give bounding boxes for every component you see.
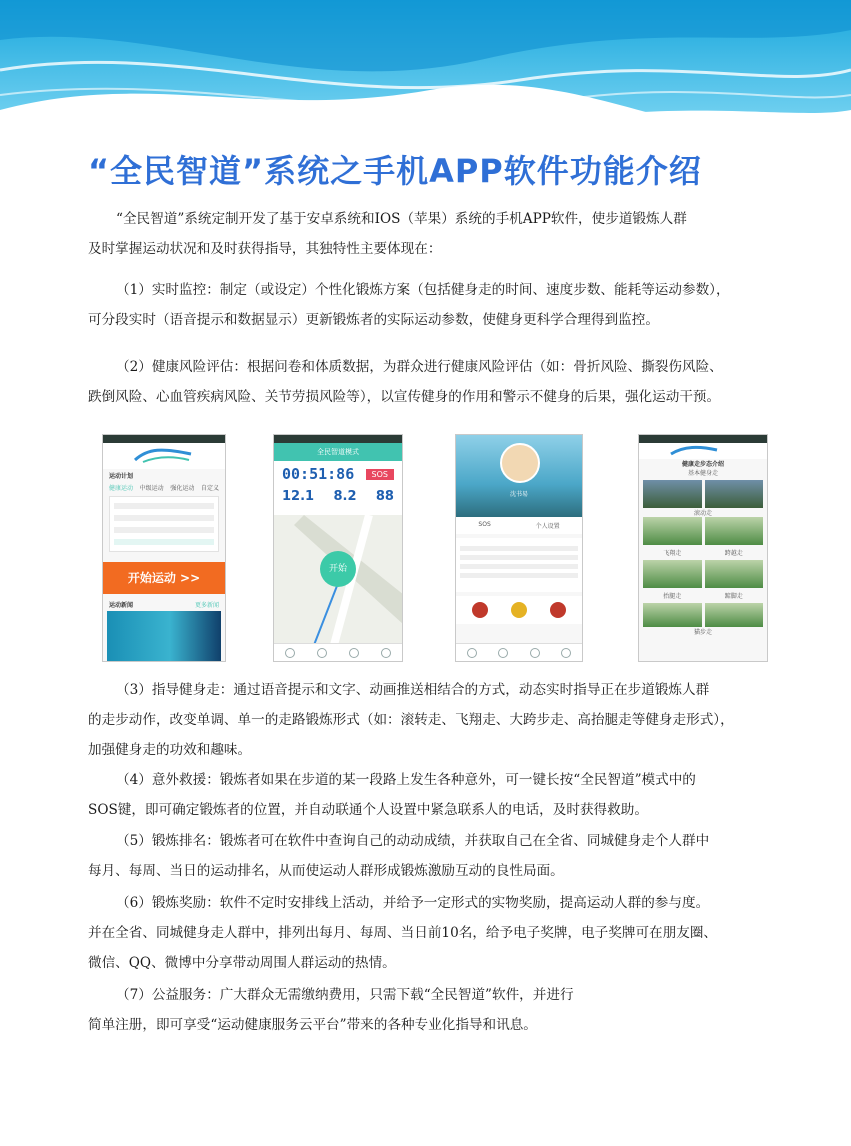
gait-image[interactable] — [643, 480, 702, 508]
feature-line: 的走步动作，改变单调、单一的走路锻炼形式（如：滚转走、飞翔走、大跨步走、高抬腿走等健身走形式）， — [88, 712, 734, 728]
feature-line: 加强健身走的功效和趣味。 — [88, 742, 252, 758]
feature-public-service — [88, 980, 776, 1040]
gait-image[interactable] — [643, 517, 702, 545]
tab-bar — [274, 643, 402, 661]
gait-caption: 猫步走 — [693, 629, 712, 636]
gait-caption: 跨越走 — [724, 550, 743, 557]
tracking-title: 全民智道模式 — [274, 443, 402, 461]
profile-name: 沈书易 — [509, 491, 528, 498]
feature-realtime-monitoring — [88, 275, 776, 335]
plan-tab-custom[interactable]: 自定义 — [200, 485, 219, 492]
stat-value: 8.2 — [333, 489, 357, 504]
feature-line: （4）意外救援：锻炼者如果在步道的某一段路上发生各种意外，可一键长按“全民智道”模式中的 — [116, 772, 696, 788]
feature-walking-guidance — [88, 675, 776, 765]
app-logo-icon — [669, 444, 719, 458]
start-exercise-button[interactable]: 开始运动 >> — [103, 562, 225, 594]
profile-header — [456, 435, 582, 517]
feature-line: （2）健康风险评估：根据问卷和体质数据，为群众进行健康风险评估（如：骨折风险、撕裂伤风险、 — [116, 359, 723, 375]
medal-icon — [550, 602, 566, 618]
feature-ranking — [88, 826, 776, 886]
guide-title: 健康走步态介绍 — [681, 461, 724, 468]
gait-image[interactable] — [705, 560, 764, 588]
sos-button[interactable]: SOS — [366, 469, 394, 480]
feature-line: （6）锻炼奖励：软件不定时安排线上活动，并给予一定形式的实物奖励，提高运动人群的参与度。 — [116, 895, 710, 911]
intro-paragraph — [88, 204, 776, 264]
wave-banner — [0, 0, 851, 170]
medal-icon — [511, 602, 527, 618]
more-news-link[interactable]: 更多新闻 — [194, 602, 219, 609]
feature-line: 跌倒风险、心血管疾病风险、关节劳损风险等），以宣传健身的作用和警示不健身的后果，强化运动干预。 — [88, 389, 721, 405]
stat-value: 12.1 — [282, 489, 315, 504]
feature-health-risk — [88, 352, 776, 412]
app-logo-icon — [133, 446, 193, 466]
personal-settings[interactable]: 个人设置 — [535, 523, 560, 530]
feature-line: 并在全省、同城健身走人群中，排列出每月、每周、当日前10名，给予电子奖牌，电子奖牌可在朋友圈、 — [88, 925, 718, 941]
app-screenshot-profile — [455, 434, 583, 662]
plan-tab-healthy[interactable]: 健康运动 — [109, 485, 134, 492]
gait-caption: 飞翔走 — [663, 550, 682, 557]
gait-image[interactable] — [705, 517, 764, 545]
intro-line: “全民智道”系统定制开发了基于安卓系统和IOS（苹果）系统的手机APP软件，使步道锻炼人群 — [116, 211, 687, 227]
tab-bar — [456, 643, 582, 661]
plan-tab-medium[interactable]: 中级运动 — [139, 485, 164, 492]
feature-line: （5）锻炼排名：锻炼者可在软件中查询自己的动动成绩，并获取自己在全省、同城健身走个人群中 — [116, 833, 710, 849]
feature-line: （1）实时监控：制定（或设定）个性化锻炼方案（包括健身走的时间、速度步数、能耗等运动参数）， — [116, 282, 730, 298]
feature-line: SOS键，即可确定锻炼者的位置，并自动联通个人设置中紧急联系人的电话，及时获得救助。 — [88, 802, 648, 818]
plan-section-label: 运动计划 — [109, 473, 134, 480]
news-image — [107, 611, 221, 661]
gait-image[interactable] — [705, 603, 764, 627]
avatar — [500, 443, 540, 483]
feature-line: （3）指导健身走：通过语音提示和文字、动画推送相结合的方式，动态实时指导正在步道锻炼人群 — [116, 682, 710, 698]
app-screenshot-walking-guide — [638, 434, 768, 662]
map-view[interactable] — [274, 515, 402, 643]
stat-value: 88 — [375, 489, 394, 504]
medal-icon — [472, 602, 488, 618]
feature-emergency-rescue — [88, 765, 776, 825]
start-button[interactable]: 开始 — [320, 551, 356, 587]
gait-image[interactable] — [643, 603, 702, 627]
feature-rewards — [88, 888, 776, 978]
feature-line: （7）公益服务：广大群众无需缴纳费用，只需下载“全民智道”软件，并进行 — [116, 987, 574, 1003]
guide-subtitle: 基本健身走 — [687, 470, 718, 477]
app-screenshot-tracking — [273, 434, 403, 662]
feature-line: 微信、QQ、微博中分享带动周围人群运动的热情。 — [88, 955, 396, 971]
gait-caption: 踮脚走 — [724, 593, 743, 600]
feature-line: 每月、每周、当日的运动排名，从而使运动人群形成锻炼激励互动的良性局面。 — [88, 863, 564, 879]
timer-display: 00:51:86 — [282, 465, 355, 483]
news-label: 运动新闻 — [109, 602, 134, 609]
gait-image[interactable] — [643, 560, 702, 588]
feature-line: 可分段实时（语音提示和数据显示）更新锻炼者的实际运动参数，使健身更科学合理得到监控。 — [88, 312, 659, 328]
page-title: “全民智道”系统之手机APP软件功能介绍 — [88, 152, 702, 190]
gait-caption: 滚动走 — [693, 510, 712, 517]
gait-caption: 抬腿走 — [663, 593, 682, 600]
app-screenshot-plan — [102, 434, 226, 662]
intro-line: 及时掌握运动状况和及时获得指导，其独特性主要体现在： — [88, 241, 442, 257]
sos-contact[interactable]: SOS — [478, 521, 491, 528]
gait-image[interactable] — [705, 480, 764, 508]
feature-line: 简单注册，即可享受“运动健康服务云平台”带来的各种专业化指导和讯息。 — [88, 1017, 537, 1033]
plan-tab-intense[interactable]: 强化运动 — [170, 485, 195, 492]
